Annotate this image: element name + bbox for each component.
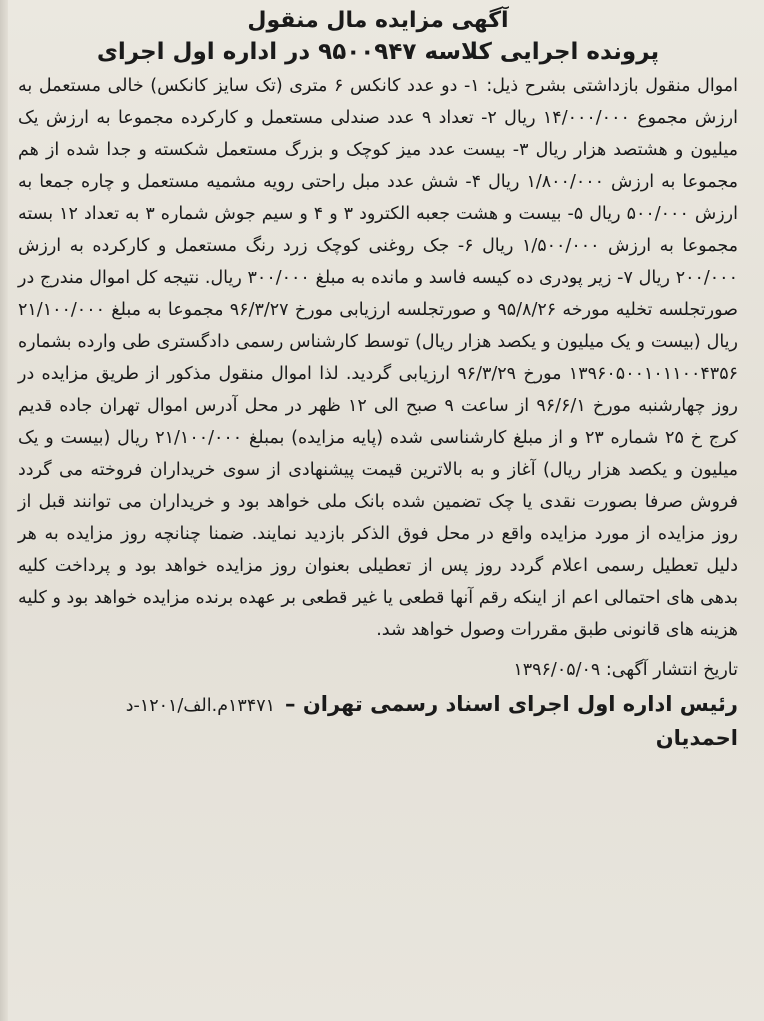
reference-code: ۱۳۴۷۱م.الف/۱۲۰۱-د — [125, 696, 276, 716]
notice-body: اموال منقول بازداشتی بشرح ذیل: ۱- دو عدد کانکس ۶ متری (تک سایز کانکس) خالی مستعمل به ارزش مجموع ۱۴/۰۰۰/۰۰۰ ریال ۲- تعداد ۹ عدد صندلی مستعمل و کارکرده مجموعا به ارزش یک میلیون و هشتصد هزار ریال ۳- بیست عدد میز کوچک و بزرگ مستعمل شکسته و جدا شده از هم مجموعا به ارزش ۱/۸۰۰/۰۰۰ ریال ۴- شش عدد مبل راحتی رویه مشمیه مستعمل و چاره جمعا به ارزش ۵۰۰/۰۰۰ ریال ۵- بیست و هشت جعبه الکترود ۳ و ۴ و سیم جوش شماره ۳ به تعداد ۱۲ بسته مجموعا به ارزش ۱/۵۰۰/۰۰۰ ریال ۶- جک روغنی کوچک زرد رنگ مستعمل و کارکرده به ارزش ۲۰۰/۰۰۰ ریال ۷- زیر پودری ده کیسه فاسد و مانده به مبلغ ۳۰۰/۰۰۰ ریال. نتیجه کل اموال مندرج در صورتجلسه تخلیه مورخه ۹۵/۸/۲۶ و صورتجلسه ارزیابی مورخ ۹۶/۳/۲۷ مجموعا به مبلغ ۲۱/۱۰۰/۰۰۰ ریال (بیست و یک میلیون و یکصد هزار ریال) توسط کارشناس رسمی دادگستری طی وارده بشماره ۱۳۹۶۰۵۰۰۱۰۱۱۰۰۴۳۵۶ مورخ ۹۶/۳/۲۹ ارزیابی گردید. لذا اموال منقول مذکور از طریق مزایده در روز چهارشنبه مورخ ۹۶/۶/۱ از ساعت ۹ صبح الی ۱۲ ظهر در محل آدرس اموال تهران جاده قدیم کرج خ ۲۵ شماره ۲۳ و از مبلغ کارشناسی شده (پایه مزایده) بمبلغ ۲۱/۱۰۰/۰۰۰ ریال (بیست و یک میلیون و یکصد هزار ریال) آغاز و به بالاترین قیمت پیشنهادی از سوی خریداران فروخته می گردد فروش صرفا بصورت نقدی یا چک تضمین شده بانک ملی خواهد بود و خریداران می توانند قبل از روز مزایده از مورد مزایده واقع در محل فوق الذکر بازدید نمایند. ضمنا چنانچه روز مزایده به هر دلیل تعطیل رسمی اعلام گردد روز پس از تعطیلی بعنوان روز مزایده خواهد بود و پرداخت کلیه بدهی های احتمالی اعم از اینکه رقم آنها قطعی یا غیر قطعی بر عهده برنده مزایده خواهد بود و کلیه هزینه های قانونی طبق مقررات وصول خواهد شد. — [18, 76, 739, 640]
publication-date: تاریخ انتشار آگهی: ۱۳۹۶/۰۵/۰۹ — [513, 660, 738, 680]
notice-title: آگهی مزایده مال منقول — [247, 8, 509, 33]
notice-header — [18, 6, 738, 68]
signer-title: رئیس اداره اول اجرای اسناد رسمی تهران – — [285, 692, 738, 716]
signer-name: احمدیان — [655, 726, 738, 750]
notice-subtitle: پرونده اجرایی کلاسه ۹۵۰۰۹۴۷ در اداره اول اجرای — [96, 39, 660, 65]
paper-edge — [0, 0, 8, 1021]
signature-row — [18, 688, 738, 722]
